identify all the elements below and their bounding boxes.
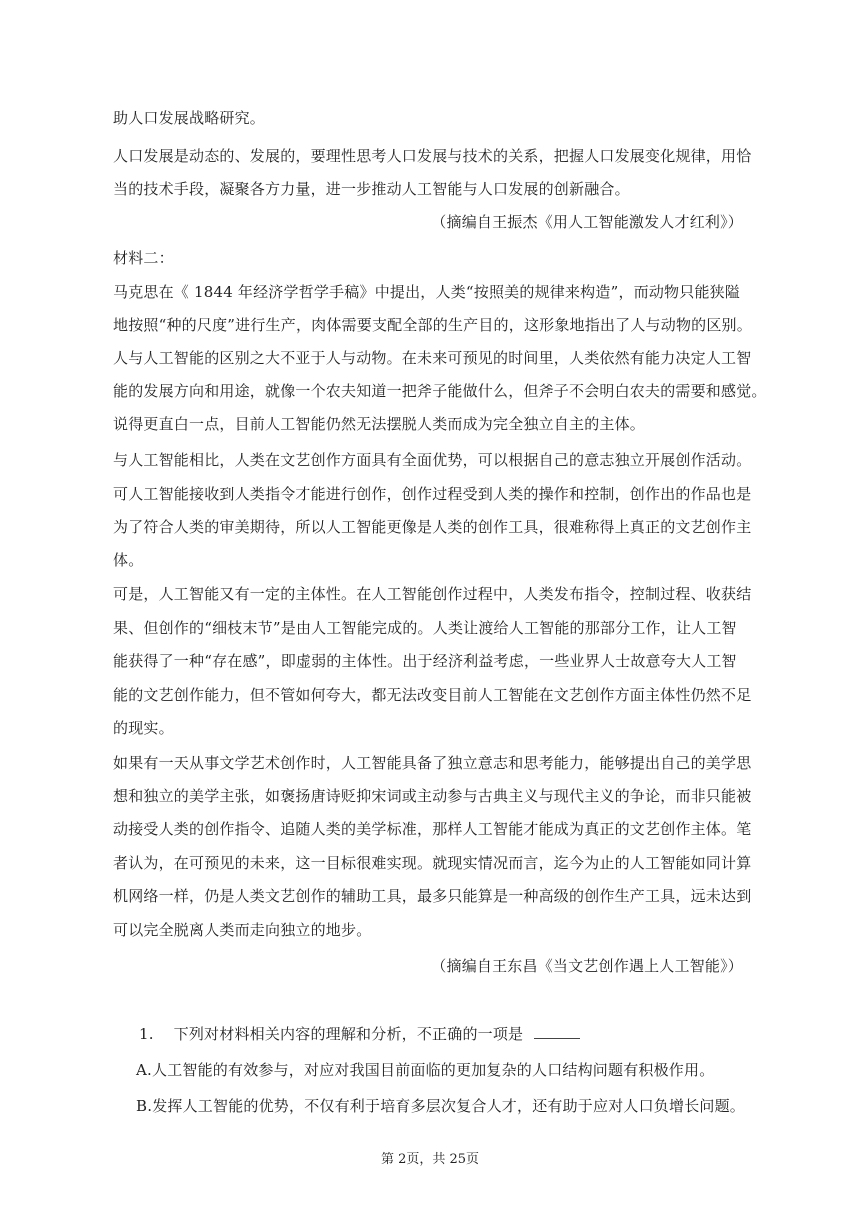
text-line: 说得更直白一点，目前人工智能仍然无法摆脱人类而成为完全独立自主的主体。 xyxy=(113,415,646,433)
text-line: 果、但创作的“细枝末节”是由人工智能完成的。人类让渡给人工智能的那部分工作，让人工智 xyxy=(113,619,737,637)
text-line: 如果有一天从事文学艺术创作时，人工智能具备了独立意志和思考能力，能够提出自己的美学思 xyxy=(113,754,752,772)
text-line: 能的文艺创作能力，但不管如何夸大，都无法改变目前人工智能在文艺创作方面主体性仍然不足 xyxy=(113,686,752,704)
text-line: 可是，人工智能又有一定的主体性。在人工智能创作过程中，人类发布指令，控制过程、收获结 xyxy=(113,585,752,603)
source-citation: （摘编自王东昌《当文艺创作遇上人工智能》） xyxy=(431,957,743,975)
text-line: 助人口发展战略研究。 xyxy=(113,109,266,127)
text-line: 人与人工智能的区别之大不亚于人与动物。在未来可预见的时间里，人类依然有能力决定人工智 xyxy=(113,349,752,367)
text-line: 马克思在《 1844 年经济学哲学手稿》中提出，人类“按照美的规律来构造”，而动物只能狭隘 xyxy=(113,283,741,301)
source-citation: （摘编自王振杰《用人工智能激发人才红利》） xyxy=(431,213,743,231)
text-line: 为了符合人类的审美期待，所以人工智能更像是人类的创作工具，很难称得上真正的文艺创作主 xyxy=(113,518,752,536)
text-line: 机网络一样，仍是人类文艺创作的辅助工具，最多只能算是一种高级的创作生产工具，远未达到 xyxy=(113,887,752,905)
text-line: 的现实。 xyxy=(113,719,174,737)
page-footer: 第 2页，共 25页 xyxy=(380,1152,480,1167)
text-line: 能的发展方向和用途，就像一个农夫知道一把斧子能做什么，但斧子不会明白农夫的需要和感觉。 xyxy=(113,382,767,400)
text-line: 动接受人类的创作指令、追随人类的美学标准，那样人工智能才能成为真正的文艺创作主体。笔 xyxy=(113,820,752,838)
question-stem xyxy=(139,1024,580,1044)
answer-blank[interactable] xyxy=(534,1024,580,1039)
text-line: 想和独立的美学主张，如褒扬唐诗贬抑宋词或主动参与古典主义与现代主义的争论，而非只能被 xyxy=(113,787,752,805)
text-line: 地按照“种的尺度”进行生产，肉体需要支配全部的生产目的，这形象地指出了人与动物的区别。 xyxy=(113,316,752,334)
text-line: 体。 xyxy=(113,551,144,569)
text-line: 可人工智能接收到人类指令才能进行创作，创作过程受到人类的操作和控制，创作出的作品也是 xyxy=(113,485,752,503)
text-line: 可以完全脱离人类而走向独立的地步。 xyxy=(113,921,372,939)
question-number: 1. xyxy=(139,1025,154,1043)
text-line: 能获得了一种“存在感”，即虚弱的主体性。出于经济利益考虑，一些业界人士故意夸大人工智 xyxy=(113,652,737,670)
text-line: 者认为，在可预见的未来，这一目标很难实现。就现实情况而言，迄今为止的人工智能如同计算 xyxy=(113,854,752,872)
question-text: 下列对材料相关内容的理解和分析，不正确的一项是 xyxy=(173,1025,524,1043)
text-line: 当的技术手段，凝聚各方力量，进一步推动人工智能与人口发展的创新融合。 xyxy=(113,180,630,198)
section-heading: 材料二： xyxy=(113,249,174,267)
text-line: 与人工智能相比，人类在文艺创作方面具有全面优势，可以根据自己的意志独立开展创作活动。 xyxy=(113,451,752,469)
option-a: A.人工智能的有效参与，对应对我国目前面临的更加复杂的人口结构问题有积极作用。 xyxy=(136,1061,715,1079)
option-b: B.发挥人工智能的优势，不仅有利于培育多层次复合人才，还有助于应对人口负增长问题。 xyxy=(136,1097,745,1115)
text-line: 人口发展是动态的、发展的，要理性思考人口发展与技术的关系，把握人口发展变化规律，用恰 xyxy=(113,147,752,165)
